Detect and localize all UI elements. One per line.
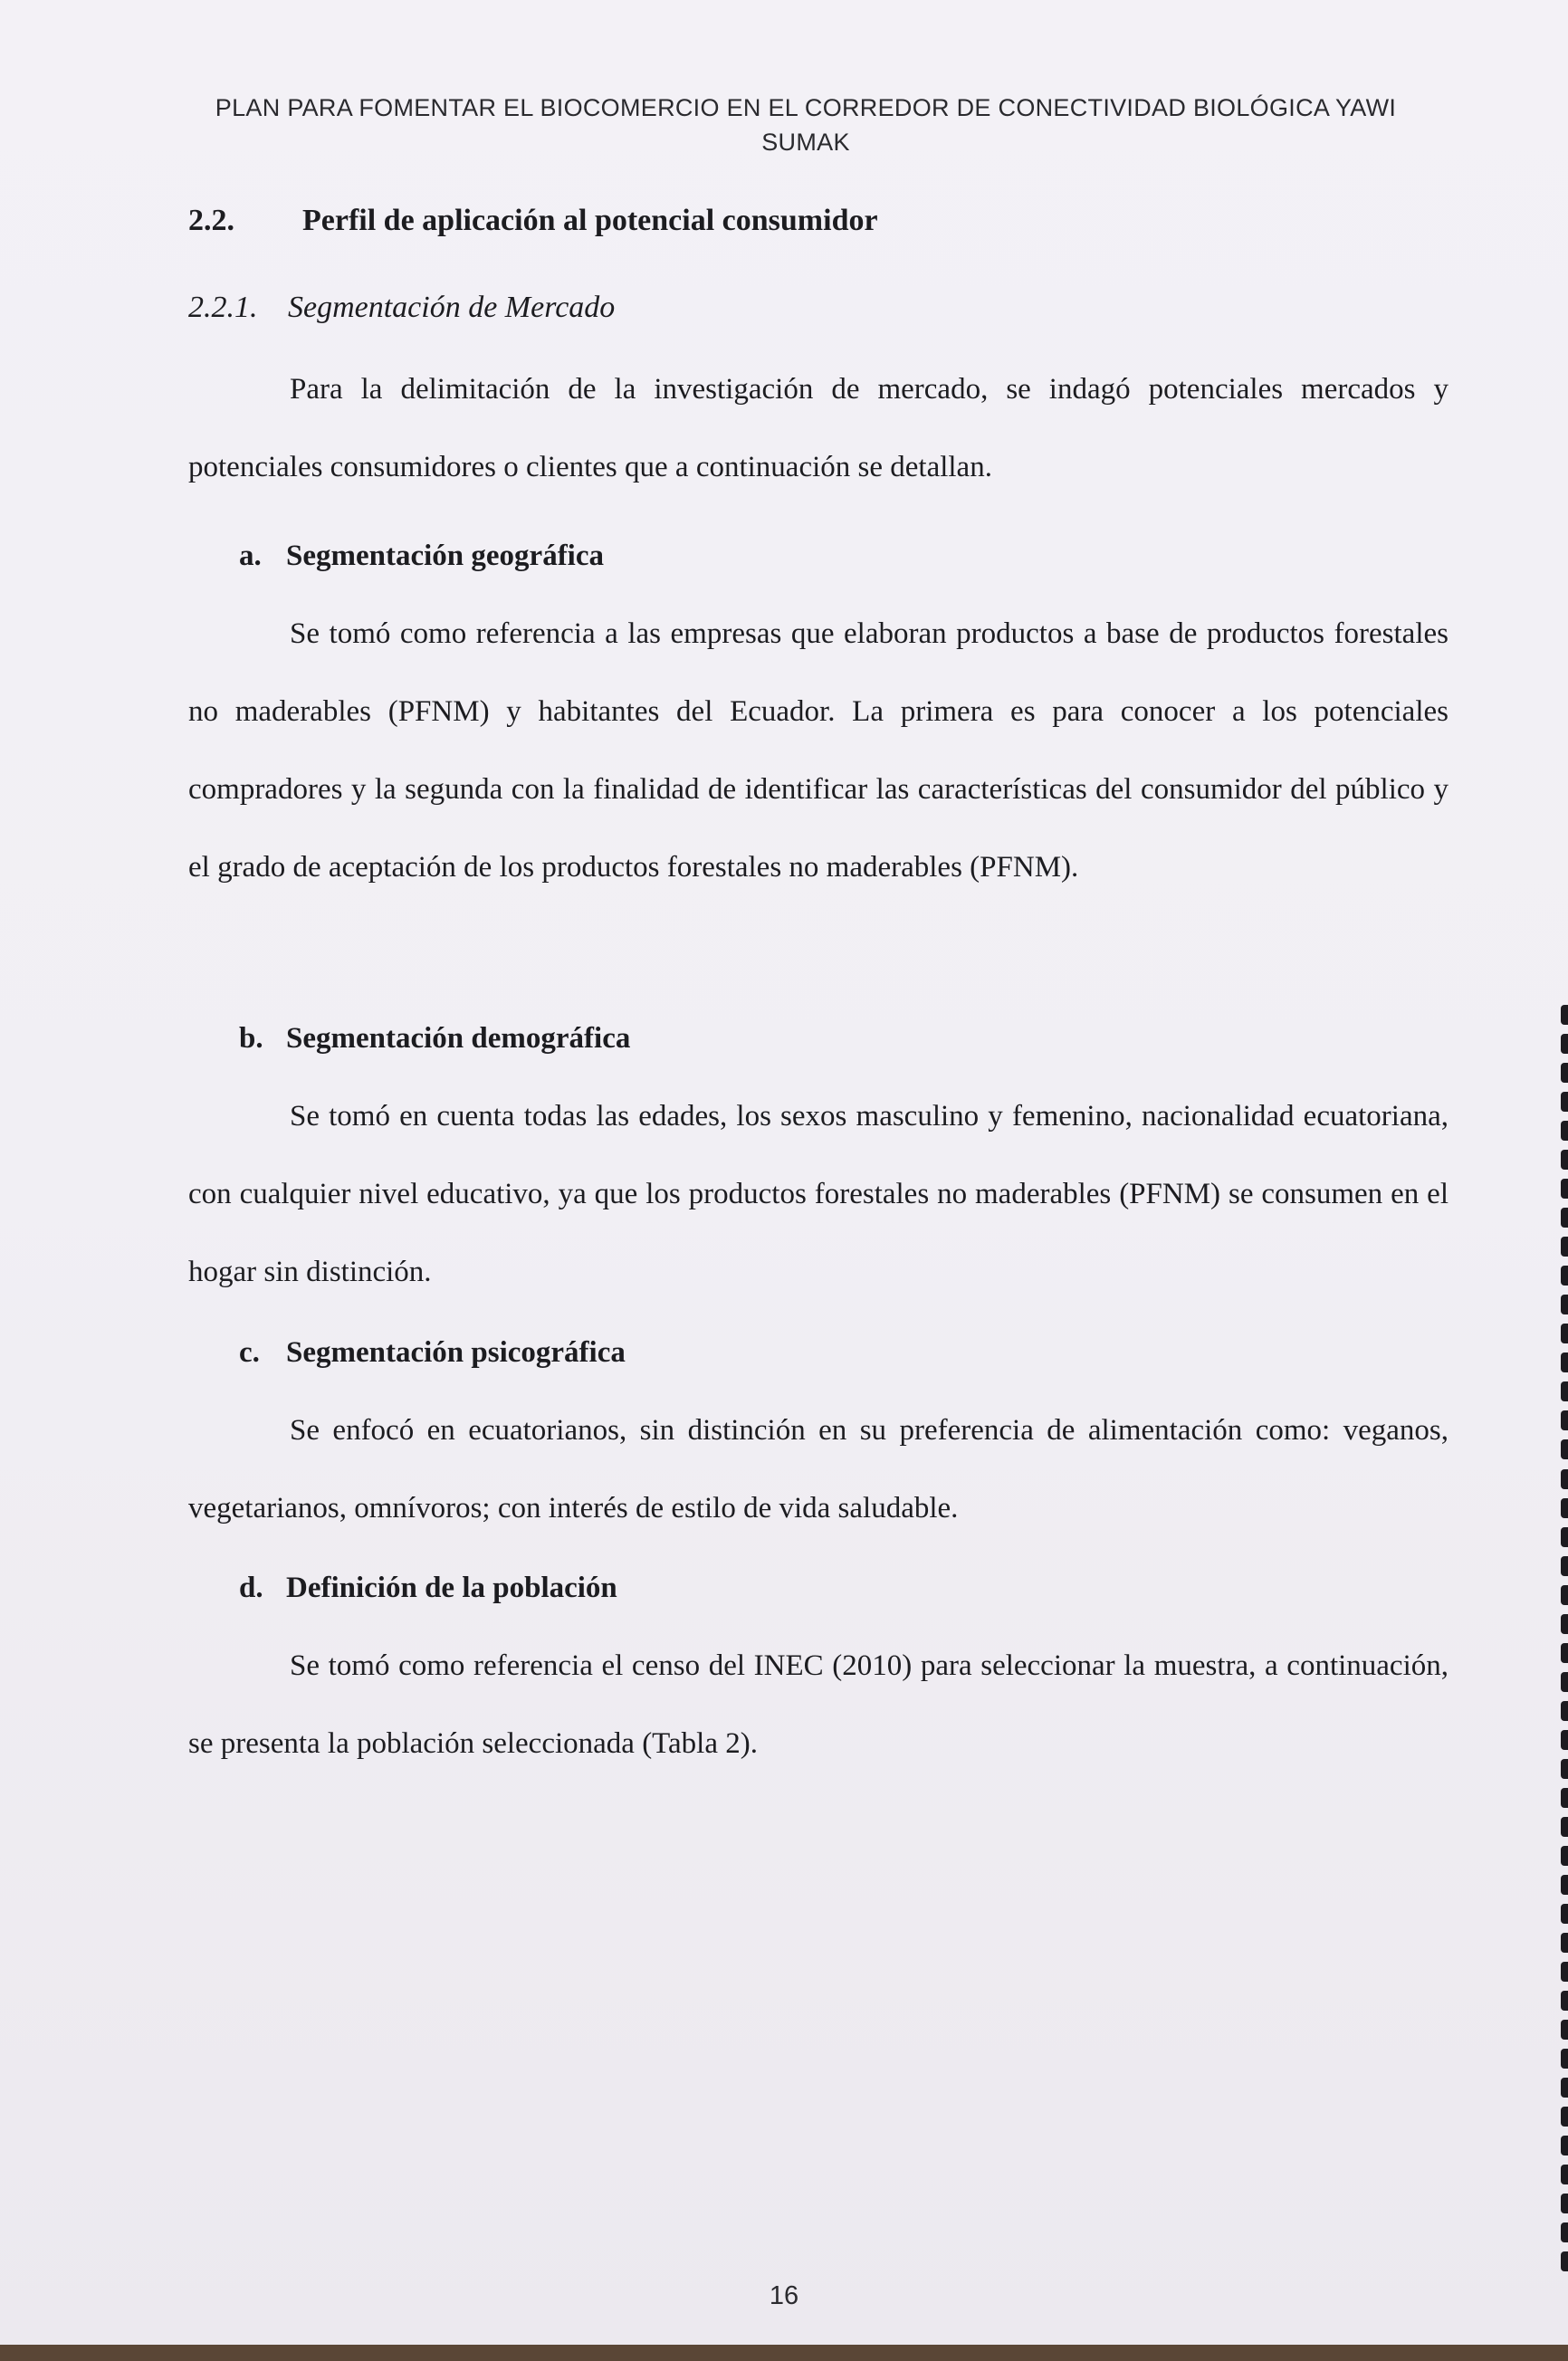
item-d-title: Definición de la población [286,1572,617,1604]
spiral-binding [1554,1005,1568,2272]
header-line-2: SUMAK [761,129,850,156]
section-heading [188,201,1448,241]
subsection-number: 2.2.1. [188,291,258,324]
item-a-title: Segmentación geográfica [286,540,604,572]
section-title: Perfil de aplicación al potencial consumidor [302,204,878,237]
intro-paragraph: Para la delimitación de la investigación de mercado, se indagó potenciales mercados y potenciales consumidores o clientes que a continuación se detallan. [188,373,1448,483]
item-d-heading [188,1568,1499,1608]
item-b-paragraph: Se tomó en cuenta todas las edades, los sexos masculino y femenino, nacionalidad ecuatoriana, con cualquier nivel educativo, ya que los productos forestales no maderables (PFNM) se consumen en el hogar sin distinción. [188,1100,1448,1288]
item-a-paragraph: Se tomó como referencia a las empresas que elaboran productos a base de productos forestales no maderables (PFNM) y habitantes del Ecuador. La primera es para conocer a los potenciales compradores y la segunda con la finalidad de identificar las características del consumidor del público y el grado de aceptación de los productos forestales no maderables (PFNM). [188,617,1448,884]
header-line-1: PLAN PARA FOMENTAR EL BIOCOMERCIO EN EL CORREDOR DE CONECTIVIDAD BIOLÓGICA YAWI [215,94,1397,121]
running-header [163,91,1448,159]
item-b-title: Segmentación demográfica [286,1022,631,1055]
item-d-letter: d. [239,1572,263,1604]
page-number: 16 [769,2281,799,2310]
item-d-paragraph: Se tomó como referencia el censo del INEC (2010) para seleccionar la muestra, a continuación, se presenta la población seleccionada (Tabla 2). [188,1649,1448,1760]
item-a-letter: a. [239,540,262,572]
item-c-letter: c. [239,1336,260,1369]
subsection-heading [188,288,1448,328]
item-b-letter: b. [239,1022,263,1055]
item-c-title: Segmentación psicográfica [286,1336,626,1369]
item-a-heading [188,536,1499,576]
item-c-heading [188,1333,1499,1372]
item-b-heading [188,1018,1499,1058]
section-number: 2.2. [188,204,234,237]
subsection-title: Segmentación de Mercado [288,291,616,324]
item-c-paragraph: Se enfocó en ecuatorianos, sin distinción en su preferencia de alimentación como: veganos, vegetarianos, omnívoros; con interés de estilo de vida saludable. [188,1414,1448,1525]
